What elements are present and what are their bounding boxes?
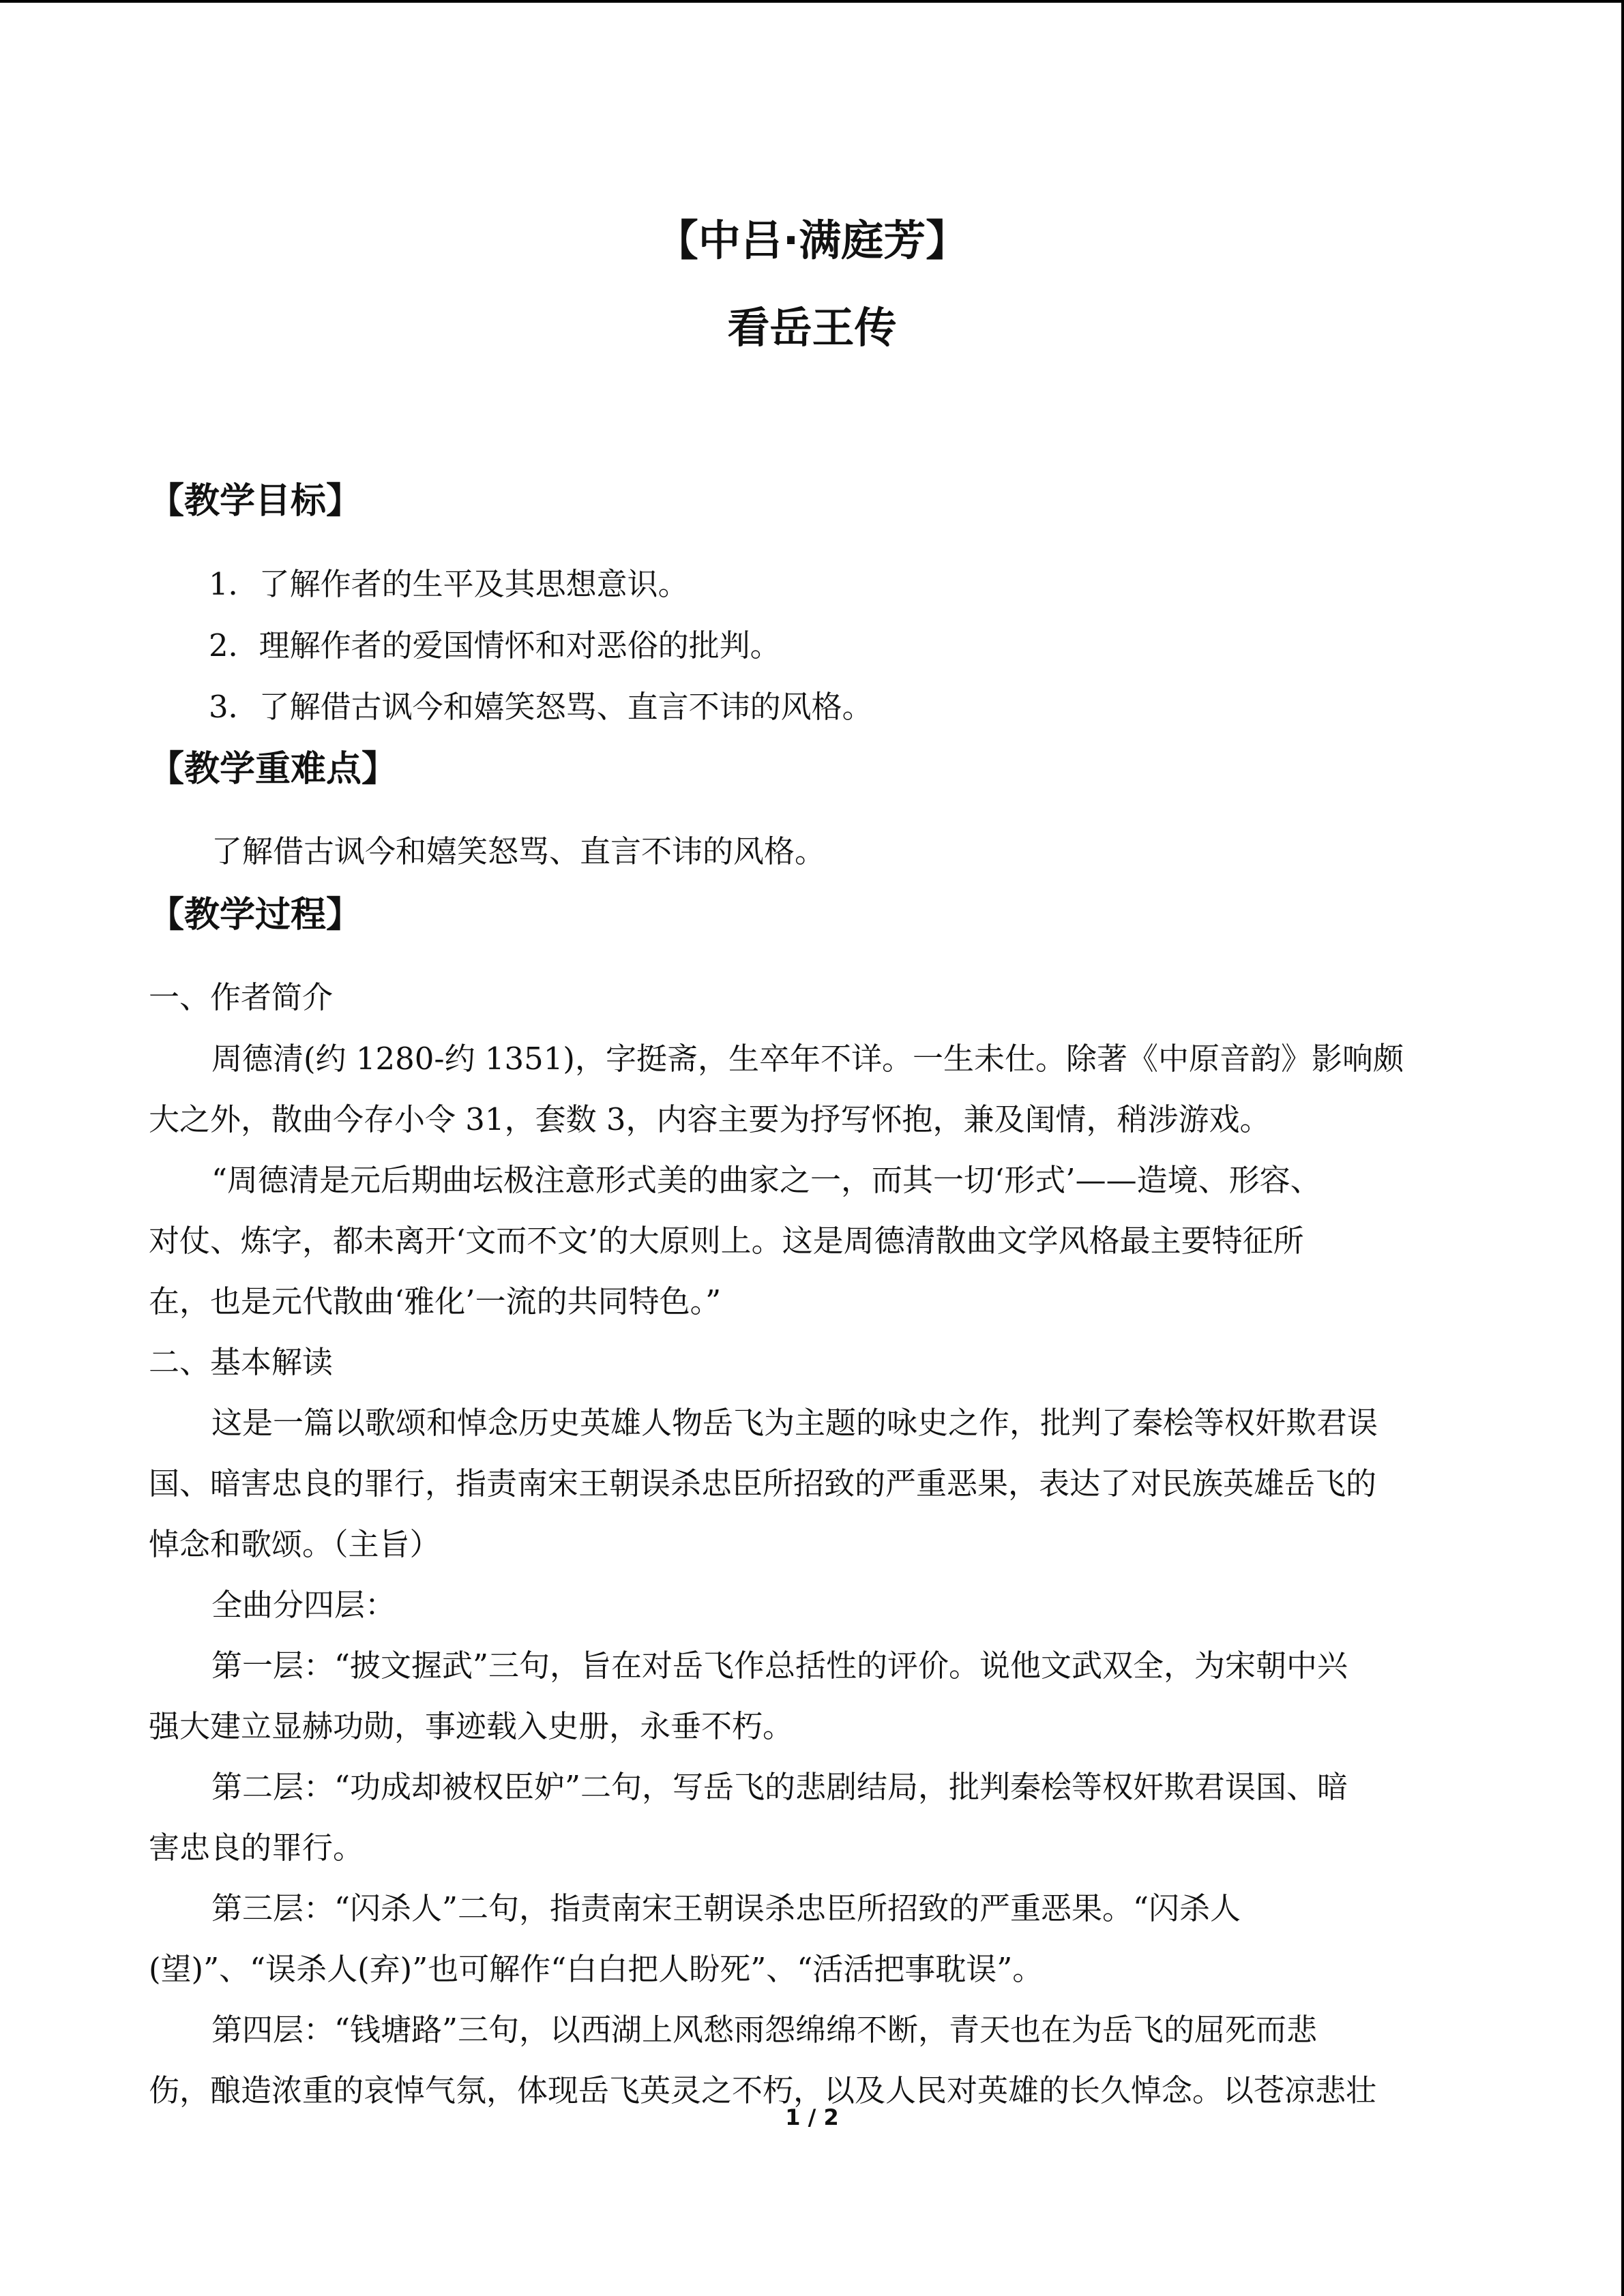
page-number: 1 / 2 [785, 2104, 839, 2130]
objectives-heading: 【教学目标】 [149, 481, 362, 522]
author-intro-line-2: 大之外，散曲今存小令 31，套数 3，内容主要为抒写怀抱，兼及闺情，稍涉游戏。 [149, 1101, 1271, 1137]
key-points-heading: 【教学重难点】 [149, 749, 398, 790]
reading-line-1: 这是一篇以歌颂和悼念历史英雄人物岳飞为主题的咏史之作，批判了秦桧等权奸欺君误 [211, 1405, 1378, 1441]
reading-line-2: 国、暗害忠良的罪行，指责南宋王朝误杀忠臣所招致的严重恶果，表达了对民族英雄岳飞的 [149, 1465, 1377, 1502]
layer3-line-1: 第三层：“闪杀人”二句，指责南宋王朝误杀忠臣所招致的严重恶果。“闪杀人 [211, 1890, 1241, 1926]
layer1-line-2: 强大建立显赫功勋，事迹载入史册，永垂不朽。 [149, 1708, 794, 1744]
part1-heading: 一、作者简介 [149, 979, 334, 1015]
objective-item-3: 3．了解借古讽今和嬉笑怒骂、直言不讳的风格。 [209, 689, 873, 725]
layer2-line-1: 第二层：“功成却被权臣妒”二句，写岳飞的悲剧结局，批判秦桧等权奸欺君误国、暗 [211, 1769, 1348, 1805]
author-intro-line-1: 周德清(约 1280-约 1351)，字挺斋，生卒年不详。一生未仕。除著《中原音韵》影响颇 [211, 1041, 1404, 1077]
objective-item-2: 2．理解作者的爱国情怀和对恶俗的批判。 [209, 627, 781, 664]
key-points-text: 了解借古讽今和嬉笑怒骂、直言不讳的风格。 [211, 833, 826, 869]
process-heading: 【教学过程】 [149, 895, 362, 936]
part2-heading: 二、基本解读 [149, 1344, 334, 1380]
layer2-line-2: 害忠良的罪行。 [149, 1830, 364, 1866]
layers-intro: 全曲分四层： [211, 1587, 396, 1623]
layer4-line-2: 伤，酿造浓重的哀悼气氛，体现岳飞英灵之不朽，以及人民对英雄的长久悼念。以苍凉悲壮 [149, 2072, 1377, 2108]
layer4-line-1: 第四层：“钱塘路”三句，以西湖上风愁雨怨绵绵不断，青天也在为岳飞的屈死而悲 [211, 2012, 1318, 2048]
document-title: 【中吕·满庭芳】 [655, 215, 969, 265]
document-subtitle: 看岳王传 [727, 303, 897, 353]
objective-item-1: 1．了解作者的生平及其思想意识。 [209, 566, 689, 602]
layer3-line-2: (望)”、“误杀人(弃)”也可解作“白白把人盼死”、“活活把事耽误”。 [149, 1951, 1044, 1987]
reading-line-3: 悼念和歌颂。（主旨） [149, 1526, 441, 1562]
layer1-line-1: 第一层：“披文握武”三句，旨在对岳飞作总括性的评价。说他文武双全，为宋朝中兴 [211, 1648, 1348, 1684]
quote-line-1: “周德清是元后期曲坛极注意形式美的曲家之一，而其一切‘形式’——造境、形容、 [211, 1162, 1321, 1198]
quote-line-2: 对仗、炼字，都未离开‘文而不文’的大原则上。这是周德清散曲文学风格最主要特征所 [149, 1223, 1304, 1259]
quote-line-3: 在，也是元代散曲‘雅化’一流的共同特色。” [149, 1283, 722, 1320]
